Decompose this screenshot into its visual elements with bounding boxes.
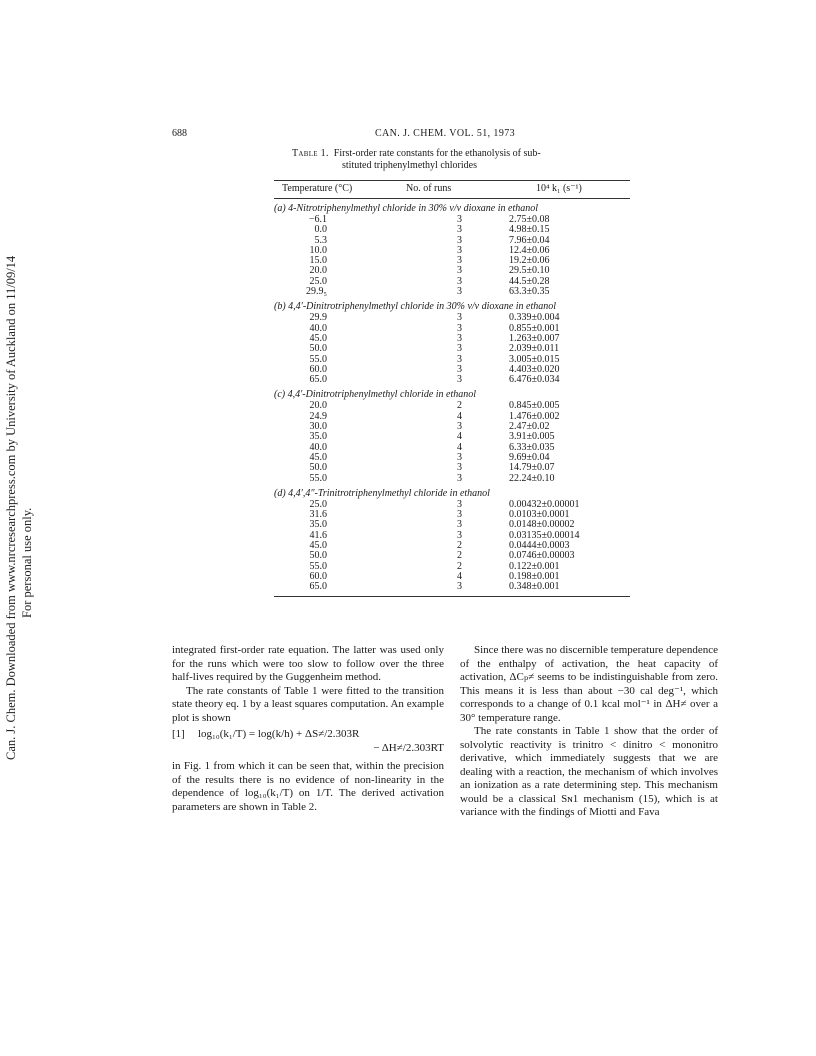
cell-temperature: 5.3 [314, 234, 327, 246]
table-row [274, 500, 630, 510]
cell-temperature: 45.0 [309, 451, 327, 463]
cell-runs: 3 [457, 462, 462, 474]
cell-rate-constant: 0.845±0.005 [509, 400, 560, 412]
cell-rate-constant: 19.2±0.06 [509, 255, 550, 267]
cell-rate-constant: 0.0103±0.0001 [509, 509, 570, 521]
table-row [274, 453, 630, 463]
cell-runs: 4 [457, 410, 462, 422]
cell-temperature: 29.9₅ [306, 286, 327, 298]
cell-runs: 3 [457, 224, 462, 236]
cell-temperature: 35.0 [309, 519, 327, 531]
cell-runs: 3 [457, 498, 462, 510]
download-watermark [0, 0, 60, 1056]
cell-rate-constant: 7.96±0.04 [509, 234, 550, 246]
cell-rate-constant: 6.476±0.034 [509, 374, 560, 386]
cell-temperature: 35.0 [309, 431, 327, 443]
table-row [274, 582, 630, 592]
table-row [274, 463, 630, 473]
cell-rate-constant: 1.476±0.002 [509, 410, 560, 422]
cell-temperature: 45.0 [309, 332, 327, 344]
table-row [274, 572, 630, 582]
paragraph-right-1: Since there was no discernible temperature dependence of the enthalpy of activation, the heat capacity of activation, ΔCₚ≠ seems to be indistinguishable from zero. This means it is less than about −30 cal deg⁻¹, which corresponds to a change of 0.1 kcal mol⁻¹ in ΔH≠ over a 30° temperature range. [460, 644, 718, 724]
table-section [274, 387, 630, 483]
cell-runs: 4 [457, 441, 462, 453]
cell-runs: 3 [457, 519, 462, 531]
watermark-line-2: For personal use only. [20, 507, 34, 618]
cell-rate-constant: 2.47±0.02 [509, 421, 550, 433]
table-row [274, 313, 630, 323]
table-row [274, 375, 630, 385]
cell-runs: 3 [457, 353, 462, 365]
cell-temperature: 60.0 [309, 363, 327, 375]
running-head [172, 128, 718, 144]
table-row [274, 541, 630, 551]
cell-temperature: 50.0 [309, 550, 327, 562]
cell-temperature: 25.0 [309, 275, 327, 287]
cell-runs: 3 [457, 255, 462, 267]
table-row [274, 225, 630, 235]
cell-temperature: 10.0 [309, 244, 327, 256]
journal-header: CAN. J. CHEM. VOL. 51, 1973 [374, 128, 516, 139]
table-section [274, 201, 630, 297]
col-header-temperature: Temperature (°C) [282, 183, 353, 195]
section-title: (d) 4,4′,4″-Trinitrotriphenylmethyl chloride in ethanol [274, 487, 490, 499]
watermark-line-1: Can. J. Chem. Downloaded from www.nrcresearchpress.com by University of Auckland on 11/09/14 [4, 255, 18, 760]
cell-rate-constant: 14.79±0.07 [509, 462, 555, 474]
cell-temperature: 20.0 [309, 400, 327, 412]
cell-runs: 3 [457, 286, 462, 298]
cell-runs: 3 [457, 509, 462, 521]
cell-runs: 2 [457, 550, 462, 562]
equation-line-1: log₁₀(k₁/T) = log(k/h) + ΔS≠/2.303R [198, 728, 360, 740]
cell-rate-constant: 0.339±0.004 [509, 312, 560, 324]
col-header-rate: 10⁴ k₁ (s⁻¹) [536, 183, 582, 195]
table-row [274, 531, 630, 541]
cell-temperature: 55.0 [309, 560, 327, 572]
cell-runs: 3 [457, 332, 462, 344]
cell-runs: 3 [457, 581, 462, 593]
cell-temperature: 55.0 [309, 472, 327, 484]
cell-runs: 2 [457, 400, 462, 412]
table-row [274, 215, 630, 225]
table-row [274, 277, 630, 287]
cell-temperature: −6.1 [308, 214, 327, 225]
rate-constants-table [274, 180, 630, 597]
table-section [274, 486, 630, 593]
cell-temperature: 25.0 [309, 498, 327, 510]
paragraph-left-1: integrated first-order rate equation. The latter was used only for the runs which were too slow to follow over the three half-lives required by the Guggenheim method. [172, 644, 444, 683]
table-label: Table 1. [292, 148, 329, 159]
cell-rate-constant: 2.75±0.08 [509, 214, 550, 225]
cell-temperature: 24.9 [309, 410, 327, 422]
table-row [274, 236, 630, 246]
cell-rate-constant: 2.039±0.011 [509, 343, 560, 355]
caption-line-1: First-order rate constants for the ethanolysis of sub- [333, 148, 541, 159]
col-header-runs: No. of runs [406, 183, 452, 195]
cell-temperature: 55.0 [309, 353, 327, 365]
paragraph-right-2: The rate constants in Table 1 show that the order of solvolytic reactivity is trinitro < dinitro < mononitro derivative, which immediately suggests that we are dealing with a reaction, the mechanism of which involves an ionization as a rate determining step. This mechanism would be a classical Sɴ1 mechanism (15), which is at variance with the findings of Miotti and Fava [460, 725, 718, 818]
cell-rate-constant: 0.122±0.001 [509, 560, 560, 572]
table-row [274, 510, 630, 520]
left-column [172, 644, 444, 814]
section-title: (a) 4-Nitrotriphenylmethyl chloride in 30% v/v dioxane in ethanol [274, 203, 539, 214]
cell-rate-constant: 3.005±0.015 [509, 353, 560, 365]
paragraph-left-2: The rate constants of Table 1 were fitted to the transition state theory eq. 1 by a least squares computation. An example plot is shown [172, 684, 444, 724]
cell-rate-constant: 0.198±0.001 [509, 570, 560, 582]
cell-runs: 3 [457, 363, 462, 375]
cell-rate-constant: 0.0746±0.00003 [509, 550, 575, 562]
cell-runs: 3 [457, 312, 462, 324]
cell-temperature: 30.0 [309, 421, 327, 433]
cell-rate-constant: 3.91±0.005 [509, 431, 555, 443]
cell-rate-constant: 1.263±0.007 [509, 332, 560, 344]
cell-temperature: 20.0 [309, 265, 327, 277]
equation-1 [172, 728, 444, 758]
cell-rate-constant: 63.3±0.35 [509, 286, 550, 298]
cell-rate-constant: 4.98±0.15 [509, 224, 550, 236]
cell-temperature: 31.6 [309, 509, 327, 521]
table-row [274, 551, 630, 561]
cell-runs: 3 [457, 322, 462, 334]
table-row [274, 246, 630, 256]
cell-runs: 3 [457, 472, 462, 484]
cell-temperature: 65.0 [309, 581, 327, 593]
cell-temperature: 65.0 [309, 374, 327, 386]
cell-runs: 4 [457, 431, 462, 443]
cell-runs: 3 [457, 244, 462, 256]
equation-label: [1] [172, 728, 185, 740]
table-row [274, 401, 630, 411]
cell-runs: 3 [457, 451, 462, 463]
table-row [274, 412, 630, 422]
cell-runs: 2 [457, 560, 462, 572]
table-header-rule [274, 198, 630, 199]
table-header-row [274, 181, 630, 198]
cell-temperature: 50.0 [309, 462, 327, 474]
cell-temperature: 29.9 [309, 312, 327, 324]
cell-rate-constant: 22.24±0.10 [509, 472, 555, 484]
cell-temperature: 15.0 [309, 255, 327, 267]
paragraph-left-3: in Fig. 1 from which it can be seen that, within the precision of the results there is no evidence of non-linearity in the dependence of log₁₀(k₁/T) on 1/T. The derived activation parameters are shown in Table 2. [172, 760, 444, 813]
cell-rate-constant: 29.5±0.10 [509, 265, 550, 277]
table-row [274, 344, 630, 354]
cell-runs: 3 [457, 529, 462, 541]
cell-rate-constant: 12.4±0.06 [509, 244, 550, 256]
table-row [274, 256, 630, 266]
table-row [274, 266, 630, 276]
cell-runs: 3 [457, 343, 462, 355]
table-row [274, 432, 630, 442]
cell-rate-constant: 0.0444±0.0003 [509, 540, 570, 552]
table-row [274, 474, 630, 484]
cell-temperature: 45.0 [309, 540, 327, 552]
cell-runs: 3 [457, 234, 462, 246]
cell-temperature: 0.0 [314, 224, 327, 236]
table-row [274, 562, 630, 572]
cell-rate-constant: 0.03135±0.00014 [509, 529, 580, 541]
table-sections [274, 201, 630, 597]
cell-rate-constant: 0.855±0.001 [509, 322, 560, 334]
cell-rate-constant: 4.403±0.020 [509, 363, 560, 375]
page-number: 688 [172, 128, 187, 139]
cell-runs: 4 [457, 570, 462, 582]
cell-temperature: 40.0 [309, 441, 327, 453]
cell-temperature: 41.6 [309, 529, 327, 541]
cell-runs: 3 [457, 374, 462, 386]
table-section [274, 299, 630, 385]
table-row [274, 355, 630, 365]
cell-temperature: 50.0 [309, 343, 327, 355]
section-title: (c) 4,4′-Dinitrotriphenylmethyl chloride in ethanol [274, 389, 477, 401]
cell-runs: 3 [457, 265, 462, 277]
table-row [274, 443, 630, 453]
cell-rate-constant: 0.00432±0.00001 [509, 498, 580, 510]
cell-runs: 3 [457, 214, 462, 225]
right-column [460, 644, 718, 820]
cell-runs: 3 [457, 421, 462, 433]
section-title: (b) 4,4′-Dinitrotriphenylmethyl chloride in 30% v/v dioxane in ethanol [274, 301, 557, 313]
table-row [274, 365, 630, 375]
cell-rate-constant: 6.33±0.035 [509, 441, 555, 453]
cell-rate-constant: 0.0148±0.00002 [509, 519, 575, 531]
table-row [274, 422, 630, 432]
table-row [274, 334, 630, 344]
table-caption [292, 148, 622, 172]
cell-runs: 2 [457, 540, 462, 552]
cell-rate-constant: 9.69±0.04 [509, 451, 550, 463]
cell-temperature: 60.0 [309, 570, 327, 582]
equation-line-2: − ΔH≠/2.303RT [373, 742, 444, 754]
cell-temperature: 40.0 [309, 322, 327, 334]
cell-rate-constant: 44.5±0.28 [509, 275, 550, 287]
cell-rate-constant: 0.348±0.001 [509, 581, 560, 593]
cell-runs: 3 [457, 275, 462, 287]
table-row [274, 287, 630, 297]
caption-line-2: stituted triphenylmethyl chlorides [342, 160, 477, 171]
table-bottom-rule [274, 596, 630, 597]
table-row [274, 324, 630, 334]
